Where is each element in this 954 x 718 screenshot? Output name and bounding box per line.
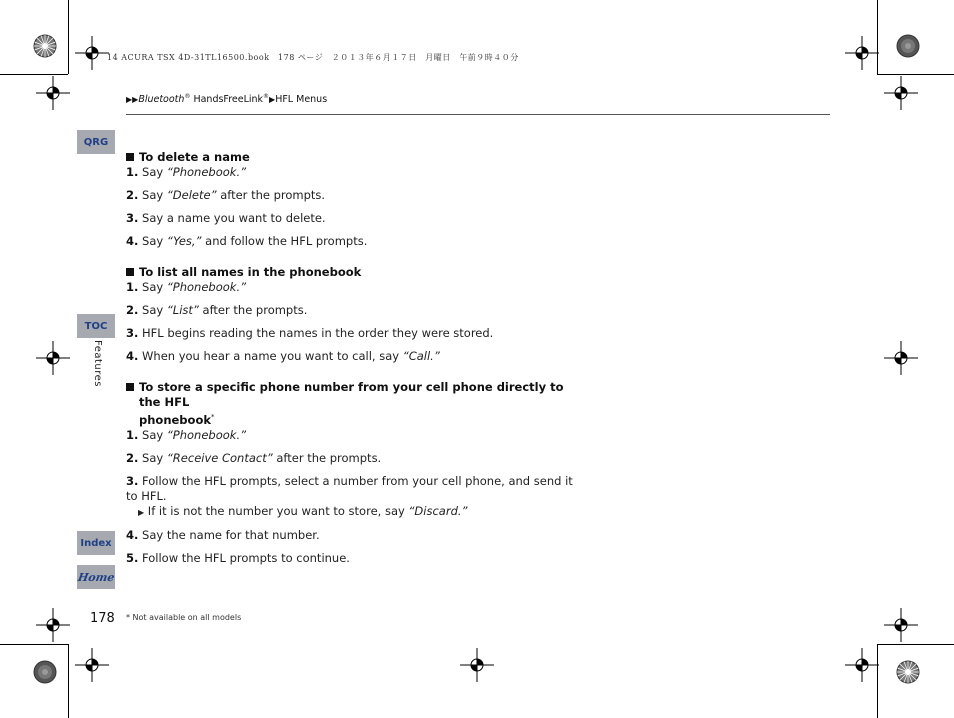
step-item [126, 234, 576, 249]
registration-mark-icon [36, 76, 70, 110]
color-target-icon [33, 660, 57, 684]
step-number: 2. [126, 303, 139, 317]
qrg-tab-label: QRG [83, 136, 109, 148]
step-item [126, 188, 576, 203]
step-item [126, 349, 576, 364]
step-item [126, 165, 576, 180]
registration-mark-icon [884, 76, 918, 110]
step-text: Say [142, 165, 167, 179]
note-text: If it is not the number you want to store, say [144, 503, 409, 518]
section-label-features: Features [92, 340, 103, 387]
voice-command: “Discard.” [408, 503, 468, 518]
color-target-icon [896, 34, 920, 58]
step-item [126, 451, 576, 466]
step-text: after the prompts. [198, 303, 308, 317]
step-item [126, 211, 576, 226]
step-item [126, 326, 576, 341]
step-number: 4. [126, 349, 139, 363]
step-text: Say the name for that number. [142, 527, 320, 542]
step-number: 4. [126, 527, 139, 542]
step-number: 5. [126, 550, 139, 565]
qrg-tab[interactable] [77, 130, 115, 154]
voice-command: “Yes,” [166, 234, 202, 248]
color-target-icon [33, 34, 57, 58]
page-number: 178 [90, 611, 115, 626]
registration-mark-icon [884, 608, 918, 642]
breadcrumb-handsfreelink[interactable]: HandsFreeLink [190, 94, 264, 106]
footnote-marker: * [211, 413, 215, 421]
step-text: Follow the HFL prompts, select a number from your cell phone, and send it to HFL. [126, 473, 573, 503]
registration-mark-icon [36, 341, 70, 375]
voice-command: “Call.” [402, 349, 440, 363]
registered-mark: ® [184, 93, 191, 100]
step-text: after the prompts. [272, 450, 382, 465]
index-tab[interactable] [77, 531, 115, 555]
step-number: 1. [126, 280, 139, 294]
registration-mark-icon [845, 648, 879, 682]
arrow-right-icon: ▶ [138, 507, 145, 517]
square-bullet-icon [126, 383, 134, 391]
step-item [126, 474, 576, 504]
registration-mark-icon [75, 648, 109, 682]
voice-command: “Phonebook.” [166, 427, 247, 442]
section-title [126, 150, 576, 165]
main-content [126, 150, 576, 566]
step-text: Say [142, 303, 167, 317]
toc-tab[interactable] [77, 314, 115, 338]
step-text: and follow the HFL prompts. [201, 234, 368, 248]
step-text: after the prompts. [216, 188, 326, 202]
section-list-names [126, 265, 576, 364]
section-delete-name [126, 150, 576, 249]
voice-command: “Phonebook.” [166, 165, 247, 179]
footnote: * Not available on all models [126, 613, 242, 622]
voice-command: “List” [166, 303, 199, 317]
print-header: 14 ACURA TSX 4D-31TL16500.book 178 ページ ２０１３年６月１７日 月曜日 午前９時４０分 [107, 53, 519, 62]
step-text: Say [142, 450, 167, 465]
registration-mark-icon [36, 608, 70, 642]
crop-line [68, 0, 69, 74]
crop-line [68, 644, 69, 718]
section-title-line: phonebook [139, 412, 211, 427]
breadcrumb-bluetooth[interactable]: Bluetooth [138, 94, 185, 106]
voice-command: “Receive Contact” [166, 450, 273, 465]
step-item [126, 428, 576, 443]
breadcrumb-separator: ▶ [269, 95, 276, 105]
step-sub-note [126, 504, 576, 520]
breadcrumb-arrows: ▶▶ [126, 95, 139, 105]
breadcrumb-hfl-menus[interactable]: HFL Menus [275, 94, 328, 106]
toc-tab-label: TOC [84, 320, 108, 332]
step-text: Say a name you want to delete. [142, 211, 326, 225]
crop-line [0, 74, 68, 75]
step-number: 1. [126, 427, 139, 442]
section-title-line: To store a specific phone number from your cell phone directly to the HFL [139, 380, 564, 409]
step-text: Say [142, 427, 167, 442]
section-title-text: To list all names in the phonebook [139, 265, 362, 279]
registration-mark-icon [460, 648, 494, 682]
breadcrumb [126, 93, 327, 105]
registration-mark-icon [884, 341, 918, 375]
step-text: Say [142, 234, 167, 248]
step-text: Say [142, 280, 167, 294]
step-number: 2. [126, 188, 139, 202]
step-number: 3. [126, 473, 139, 488]
section-title-text: To delete a name [139, 150, 250, 164]
square-bullet-icon [126, 268, 134, 276]
section-title [126, 380, 576, 428]
crop-line [877, 644, 954, 645]
crop-line [877, 74, 954, 75]
step-number: 4. [126, 234, 139, 248]
step-item [126, 280, 576, 295]
step-number: 3. [126, 326, 139, 340]
home-tab-label: Home [76, 570, 116, 584]
home-tab[interactable] [77, 565, 115, 589]
step-number: 3. [126, 211, 139, 225]
step-item [126, 551, 576, 566]
step-text: When you hear a name you want to call, say [142, 349, 403, 363]
registered-mark: ® [263, 93, 270, 100]
square-bullet-icon [126, 153, 134, 161]
step-text: HFL begins reading the names in the order they were stored. [142, 326, 494, 340]
step-item [126, 528, 576, 543]
step-number: 1. [126, 165, 139, 179]
step-item [126, 303, 576, 318]
voice-command: “Delete” [166, 188, 217, 202]
registration-mark-icon [845, 36, 879, 70]
section-title-text [139, 380, 576, 428]
section-store-phone-number [126, 380, 576, 566]
header-rule [126, 114, 830, 115]
step-number: 2. [126, 450, 139, 465]
voice-command: “Phonebook.” [166, 280, 247, 294]
index-tab-label: Index [80, 537, 112, 549]
step-text: Say [142, 188, 167, 202]
section-title [126, 265, 576, 280]
color-target-icon [896, 660, 920, 684]
crop-line [0, 644, 68, 645]
registration-mark-icon [75, 36, 109, 70]
step-text: Follow the HFL prompts to continue. [142, 550, 350, 565]
